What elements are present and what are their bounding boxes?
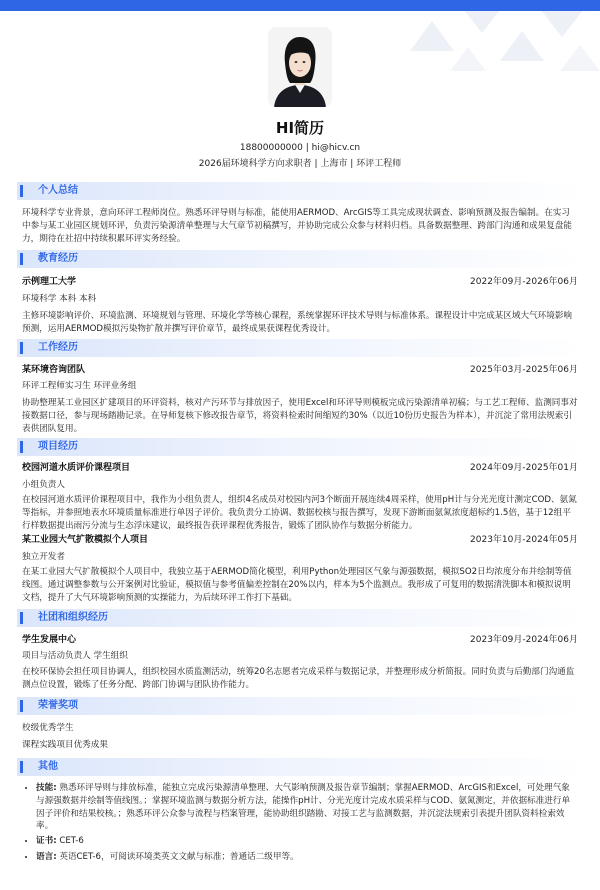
award-item: 校级优秀学生 — [22, 723, 74, 733]
section-marker — [20, 612, 23, 624]
project-name: 某工业园大气扩散模拟个人项目 — [22, 535, 149, 545]
section-marker — [20, 253, 23, 265]
contact-info: 18800000000 | hi@hicv.cn — [239, 143, 361, 153]
education-text: 主修环境影响评价、环境监测、环境规划与管理、环境化学等核心课程，系统掌握环评技术导则与标准体系。课程设计中完成某区域大气环境影响预测，运用AERMOD模拟污染物扩散并撰写评价章节，最终成果获课程优秀设计。 — [22, 311, 573, 334]
company-name: 某环境咨询团队 — [22, 365, 86, 375]
section-marker — [20, 441, 23, 453]
section-header-summary — [17, 182, 583, 200]
project-text: 在校园河道水质评价课程项目中，我作为小组负责人，组织4名成员对校园内河3个断面开展连续4周采样，使用pH计与分光光度计测定COD、氨氮等指标，并参照地表水环境质量标准进行单因子评价。我负责分工协调、数据校核与报告撰写，发现下游断面氨氮浓度超标约1.5倍，基于12组平行样数据提出雨污分流与生态浮床建议，最终报告获评课程优秀报告，锻炼了团队协作与数据分析能力。 — [22, 495, 577, 531]
work-text: 协助整理某工业园区扩建项目的环评资料，核对产污环节与排放因子，使用Excel和环评导则模板完成污染源清单初稿；与工艺工程师、监测同事对接数据口径，参与现场踏勘记录。在导师复核下修改报告章节，将资料检索时间缩短约30%（以近10份历史报告为样本），并沉淀了常用法规索引表供团队复用。 — [22, 398, 578, 434]
section-header-others — [17, 758, 583, 776]
avatar — [268, 27, 332, 107]
language-item — [36, 851, 578, 864]
skills-label: 技能: — [36, 783, 57, 793]
cert-item — [36, 835, 578, 848]
cert-label: 证书: — [36, 836, 57, 847]
education-date: 2022年09月-2026年06月 — [470, 277, 578, 287]
section-title: 工作经历 — [38, 342, 78, 353]
section-title: 社团和组织经历 — [38, 612, 108, 623]
others-block — [22, 782, 578, 864]
language-text: 英语CET-6，可阅读环境类英文文献与标准；普通话二级甲等。 — [56, 851, 299, 862]
work-date: 2025年03月-2025年06月 — [470, 365, 578, 375]
job-intent: 2026届环境科学方向求职者 | 上海市 | 环评工程师 — [198, 159, 402, 169]
project-date: 2023年10月-2024年05月 — [470, 535, 578, 545]
project-name: 校园河道水质评价课程项目 — [22, 463, 131, 473]
skills-text: 熟悉环评导则与排放标准，能独立完成污染源清单整理、大气影响预测及报告章节编制；掌握AERMOD、ArcGIS和Excel，可处理气象与源强数据并绘制等值线图。；掌握环境监测与数据分析方法，能操作pH计、分光光度计完成水质采样与COD、氨氮测定，并依据标准进行单因子评价和结果校核。；熟悉环评公众参与流程与档案管理，能协助组织踏勘、对接工艺与监测数据，并沉淀法规索引表提升团队资料检索效率。 — [36, 783, 571, 832]
section-marker — [20, 342, 23, 354]
summary-block — [22, 207, 578, 245]
section-title: 其他 — [38, 761, 58, 772]
campus-text: 在校环保协会担任项目协调人，组织校园水质监测活动，统筹20名志愿者完成采样与数据记录，并整理形成分析简报。同时负责与后勤部门沟通监测点位设置，锻炼了任务分配、跨部门协调与团队协作能力。 — [22, 667, 575, 690]
degree-info: 环境科学 本科 本科 — [22, 294, 97, 304]
project-text: 在某工业园大气扩散模拟个人项目中，我独立基于AERMOD简化模型，利用Python处理园区气象与源强数据，模拟SO2日均浓度分布并绘制等值线图。通过调整参数与公开案例对比验证，模拟值与参考值偏差控制在20%以内，样本为5个监测点。我形成了可复用的数据清洗脚本和模拟说明文档，提升了大气环境影响预测的实操能力，为后续环评工作打下基础。 — [22, 567, 572, 603]
skills-item — [36, 782, 578, 833]
section-header-campus — [17, 609, 583, 627]
section-header-education — [17, 250, 583, 268]
section-title: 教育经历 — [38, 253, 78, 264]
org-name: 学生发展中心 — [22, 635, 77, 645]
header-decoration — [390, 11, 600, 81]
section-title: 荣誉奖项 — [38, 700, 78, 711]
work-block — [22, 363, 578, 435]
education-block — [22, 275, 578, 336]
section-marker — [20, 761, 23, 773]
summary-text: 环境科学专业背景，意向环评工程师岗位。熟悉环评导则与标准，能使用AERMOD、ArcGIS等工具完成现状调查、影响预测及报告编制。在实习中参与某工业园区规划环评，负责污染源清单整理与大气章节初稿撰写，并协助完成公众参与材料归档。具备数据整理、跨部门沟通和成果复盘能力，期待在社招中持续积累环评实务经验。 — [22, 208, 573, 244]
project-date: 2024年09月-2025年01月 — [470, 463, 578, 473]
cert-text: CET-6 — [56, 836, 84, 847]
school-name: 示例理工大学 — [22, 277, 77, 287]
section-header-projects — [17, 438, 583, 456]
section-marker — [20, 185, 23, 197]
campus-role: 项目与活动负责人 学生组织 — [22, 651, 128, 661]
section-header-awards — [17, 697, 583, 715]
award-item: 课程实践项目优秀成果 — [22, 740, 108, 750]
awards-block — [22, 720, 578, 754]
project-item — [22, 461, 578, 532]
section-header-work — [17, 339, 583, 357]
top-accent-bar — [0, 0, 600, 11]
section-title: 个人总结 — [38, 185, 78, 196]
language-label: 语言: — [36, 851, 57, 862]
profile-photo-icon — [268, 27, 332, 107]
project-item — [22, 533, 578, 604]
work-role: 环评工程师实习生 环评业务组 — [22, 381, 137, 391]
section-marker — [20, 700, 23, 712]
section-title: 项目经历 — [38, 441, 78, 452]
project-role: 小组负责人 — [22, 480, 65, 490]
campus-date: 2023年09月-2024年06月 — [470, 635, 578, 645]
campus-block — [22, 633, 578, 692]
project-role: 独立开发者 — [22, 552, 65, 562]
resume-name: HI简历 — [275, 119, 325, 137]
